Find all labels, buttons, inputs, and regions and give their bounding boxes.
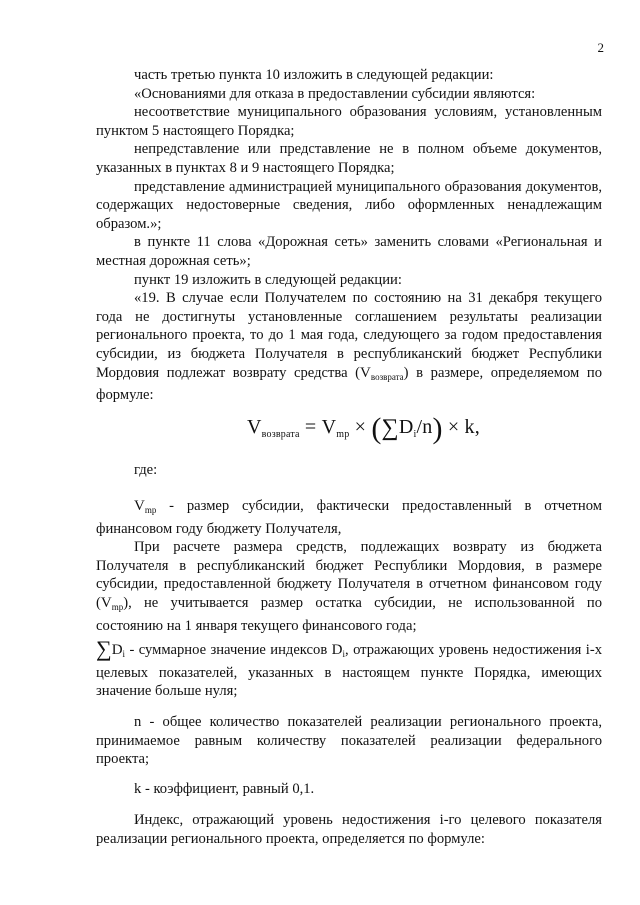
return-formula: $V_{возврата} = V_{mp} \times (\sum D_i/n) \times k$, xyxy=(247,412,480,445)
calculation-paragraph: При расчете размера средств, подлежащих возврату из бюджета Получателя в республиканский бюджет Республики Мордовия, в размере субсидии, предоставленной бюджету Получателя в отчетном финансовом году $(V_{mp})$, не учитывается размер остатка субсидии, не использованной по состоянию на 1 января текущего финансового года; xyxy=(96,539,602,634)
vmp-definition: $V_{mp}$ - размер субсидии, фактически предоставленный в отчетном финансовом году бюджету Получателя, xyxy=(96,498,602,537)
sum-definition: $\sum D_i$ - суммарное значение индексов $D_i$, отражающих уровень недостижения i-х целевых показателей, указанных в настоящем пункте Порядка, имеющих значение больше нуля; xyxy=(96,636,602,700)
k-definition-block xyxy=(96,780,602,799)
n-definition: n - общее количество показателей реализации регионального проекта, принимаемое равным количеству показателей реализации федерального проекта; xyxy=(96,714,602,768)
n-definition-block xyxy=(96,713,602,769)
index-paragraph-block xyxy=(96,811,602,848)
paragraph-nonsubmission: непредставление или представление не в полном объеме документов, указанных в пунктах 8 и 9 настоящего Порядка; xyxy=(96,141,602,176)
k-definition: k - коэффициент, равный 0,1. xyxy=(134,781,315,797)
vmp-definition-block xyxy=(96,497,602,635)
paragraph-noncompliance: несоответствие муниципального образования условиям, установленным пунктом 5 настоящего Порядка; xyxy=(96,104,602,139)
paragraph-point-19-intro: пункт 19 изложить в следующей редакции: xyxy=(134,271,402,288)
paragraph-false-info: представление администрацией муниципального образования документов, содержащих недостоверные сведения, либо оформленных ненадлежащим образом.»; xyxy=(96,178,602,232)
paragraph-grounds-refusal: «Основаниями для отказа в предоставлении субсидии являются: xyxy=(134,85,536,102)
index-paragraph: Индекс, отражающий уровень недостижения i-го целевого показателя реализации регионального проекта, определяется по формуле: xyxy=(96,812,602,847)
page-number: 2 xyxy=(597,40,604,55)
v-return-symbol: $V_{возврата}$ xyxy=(360,364,404,382)
where-label: где: xyxy=(134,462,158,478)
amendments-text xyxy=(96,66,602,405)
paragraph-point-11: в пункте 11 слова «Дорожная сеть» заменить словами «Региональная и местная дорожная сеть»; xyxy=(96,234,602,269)
paragraph-point-19: «19. В случае если Получателем по состоянию на 31 декабря текущего года не достигнуты установленные соглашением результаты реализации регионального проекта, то до 1 мая года, следующего за годом предоставления субсидии, из бюджета Получателя в республиканский бюджет Республики Мордовия подлежат возврату средства $(V_{возврата})$ в размере, определяемом по формуле: xyxy=(96,290,602,404)
sum-definition-block xyxy=(96,636,602,701)
paragraph-part-three: часть третью пункта 10 изложить в следующей редакции: xyxy=(134,67,494,83)
